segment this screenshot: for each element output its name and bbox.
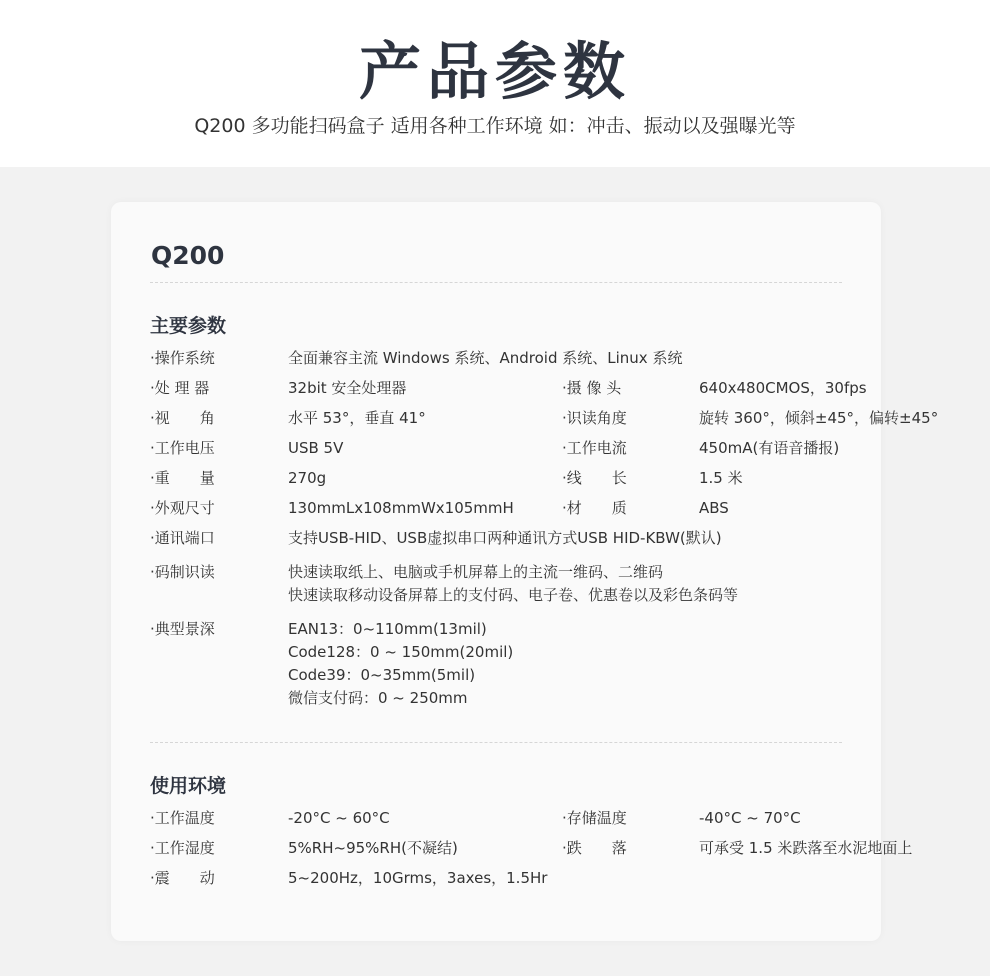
spec-label-comm-port: ·通讯端口: [150, 529, 215, 547]
spec-value-processor: 32bit 安全处理器: [288, 379, 407, 397]
divider: [150, 282, 842, 283]
section-title-environment: 使用环境: [150, 775, 227, 797]
env-value-operating-temp: -20°C ~ 60°C: [288, 809, 390, 827]
spec-label-weight: ·重 量: [150, 469, 215, 487]
spec-value-dof-line: 微信支付码：0 ~ 250mm: [288, 689, 468, 707]
env-label-vibration: ·震 动: [150, 869, 215, 887]
env-value-drop: 可承受 1.5 米跌落至水泥地面上: [699, 839, 913, 857]
env-label-operating-temp: ·工作温度: [150, 809, 215, 827]
divider: [150, 742, 842, 743]
env-value-vibration: 5~200Hz，10Grms，3axes，1.5Hr: [288, 869, 548, 887]
spec-value-cable-length: 1.5 米: [699, 469, 743, 487]
env-value-humidity: 5%RH~95%RH(不凝结): [288, 839, 458, 857]
spec-value-dof-line: EAN13：0~110mm(13mil): [288, 620, 487, 638]
env-label-humidity: ·工作湿度: [150, 839, 215, 857]
page-title: 产品参数: [358, 35, 631, 108]
spec-value-os: 全面兼容主流 Windows 系统、Android 系统、Linux 系统: [288, 349, 683, 367]
spec-value-symbologies-line: 快速读取纸上、电脑或手机屏幕上的主流一维码、二维码: [288, 563, 664, 581]
spec-label-symbologies: ·码制识读: [150, 563, 215, 581]
spec-value-read-angle: 旋转 360°，倾斜±45°，偏转±45°: [699, 409, 939, 427]
spec-value-material: ABS: [699, 499, 729, 517]
spec-value-dof-line: Code128：0 ~ 150mm(20mil): [288, 643, 514, 661]
spec-label-voltage: ·工作电压: [150, 439, 215, 457]
spec-value-camera: 640x480CMOS，30fps: [699, 379, 867, 397]
spec-label-processor: ·处 理 器: [150, 379, 210, 397]
page-subtitle: Q200 多功能扫码盒子 适用各种工作环境 如：冲击、振动以及强曝光等: [194, 115, 796, 137]
spec-label-read-angle: ·识读角度: [562, 409, 627, 427]
env-value-storage-temp: -40°C ~ 70°C: [699, 809, 801, 827]
spec-value-weight: 270g: [288, 469, 327, 487]
spec-value-dof-line: Code39：0~35mm(5mil): [288, 666, 476, 684]
spec-label-current: ·工作电流: [562, 439, 627, 457]
spec-value-voltage: USB 5V: [288, 439, 344, 457]
section-title-main-params: 主要参数: [150, 315, 227, 337]
spec-label-material: ·材 质: [562, 499, 627, 517]
spec-value-view-angle: 水平 53°，垂直 41°: [288, 409, 426, 427]
spec-value-current: 450mA(有语音播报): [699, 439, 840, 457]
spec-value-symbologies-line: 快速读取移动设备屏幕上的支付码、电子卷、优惠卷以及彩色条码等: [288, 586, 739, 604]
spec-value-dimensions: 130mmLx108mmWx105mmH: [288, 499, 514, 517]
spec-label-view-angle: ·视 角: [150, 409, 215, 427]
spec-label-dimensions: ·外观尺寸: [150, 499, 215, 517]
spec-value-comm-port: 支持USB-HID、USB虚拟串口两种通讯方式USB HID-KBW(默认): [288, 529, 722, 547]
env-label-drop: ·跌 落: [562, 839, 627, 857]
spec-label-depth-of-field: ·典型景深: [150, 620, 215, 638]
spec-label-os: ·操作系统: [150, 349, 215, 367]
spec-label-cable-length: ·线 长: [562, 469, 627, 487]
model-name: Q200: [151, 241, 225, 270]
env-label-storage-temp: ·存储温度: [562, 809, 627, 827]
spec-label-camera: ·摄 像 头: [562, 379, 622, 397]
